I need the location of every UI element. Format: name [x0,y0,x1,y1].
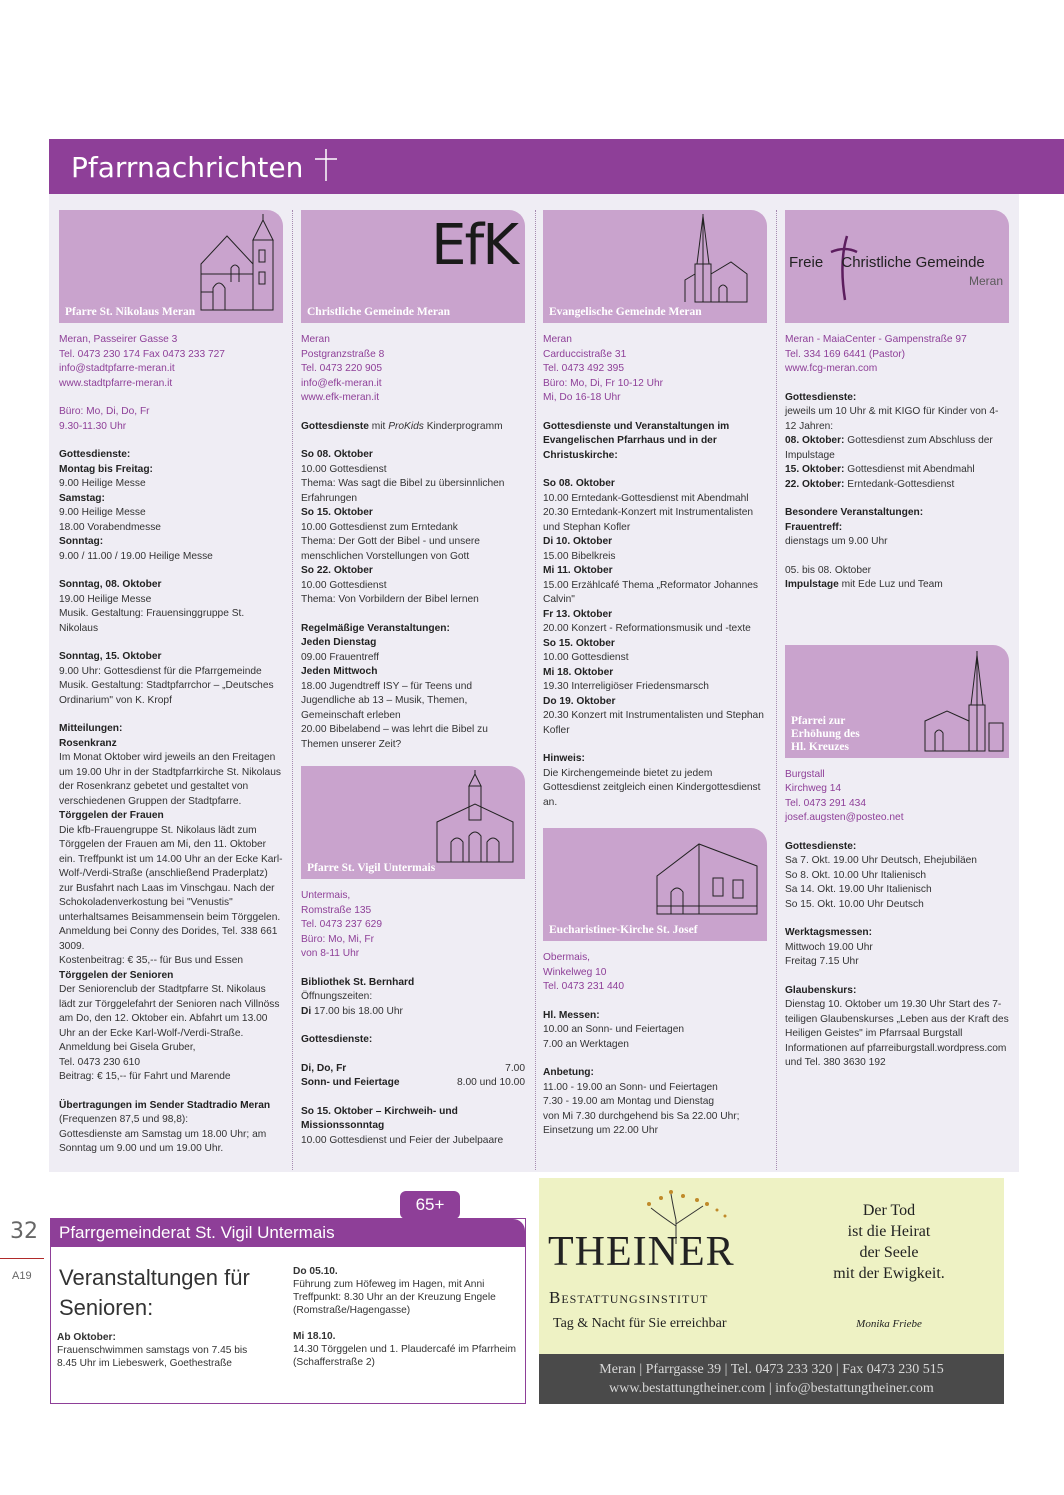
schedule-times: 7.00 [505,1062,525,1074]
event-date: Do 05.10. [293,1266,338,1277]
banner-title: Pfarrnachrichten [71,151,304,184]
section-text: (Frequenzen 87,5 und 98,8): Gottesdienste am Samstag um 18.00 Uhr; am Sonntag um 9.00 und um 19.00 Uhr. [59,1114,267,1154]
section-text: 9.00 Heilige Messe 18.00 Vorabendmesse [59,507,161,533]
section-text: 11.00 - 19.00 an Sonn- und Feiertagen 7.30 - 19.00 am Montag und Dienstag von Mi 7.30 durchgehend bis Sa 22.00 Uhr; Einsetzung um 22.00 Uhr [543,1081,740,1136]
ad-tagline: Tag & Nacht für Sie erreichbar [553,1316,727,1331]
section-banner [49,139,1064,194]
parish-header-hl-kreuz [785,645,1009,758]
parish-name: Pfarre St. Nikolaus Meran [65,306,196,318]
event-text: 15.00 Bibelkreis [543,550,616,562]
section-text: 09.00 Frauentreff [301,651,379,663]
event-text: 20.00 Konzert - Reformationsmusik und -texte [543,623,751,634]
event-date: Mi 18.10. [293,1331,336,1342]
section-subtitle: Törggelen der Senioren [59,969,174,981]
section-text: dienstags um 9.00 Uhr [785,536,888,547]
column-evangelische-gemeinde [543,210,767,1153]
section-text: jeweils um 10 Uhr & mit KIGO für Kinder von 4-12 Jahren: [785,406,999,432]
theiner-logo: THEINER [548,1229,735,1275]
ad-quote: Der Tod ist die Heirat der Seele mit der Ewigkeit. [833,1202,945,1282]
event-date: 05. bis 08. Oktober [785,564,872,576]
section-title: Sonntag, 08. Oktober [59,579,162,590]
fcg-logo-city: Meran [968,274,1003,288]
parish-contact: Meran Carduccistraße 31 Tel. 0473 492 395 Büro: Mo, Di, Fr 10-12 Uhr Mi, Do 16-18 Uhr [543,334,664,403]
section-text: Der Seniorenclub der Stadtpfarre St. Nikolaus lädt zur Törggelefahrt der Senioren nach Villnöss am Do, den 12. Oktober ein. Abfahrt um 13.00 Uhr an der Ecke Karl-Wolf-/Verdi-Straße. Anmeldung bei Gisela Gruber, Tel. 0473 230 610 Beitrag: € 15,-- für Fahrt und Marende [59,984,280,1082]
event-date: Mi 11. Oktober [543,565,613,576]
page-divider [0,1258,44,1259]
event-date: So 08. Oktober [543,478,615,489]
section-subtitle: Frauentreff: [785,521,843,533]
event-text: 10.00 Erntedank-Gottesdienst mit Abendmahl 20.30 Erntedank-Konzert mit Instrumentalisten und Stephan Kofler [543,492,754,533]
section-subtitle: Montag bis Freitag: [59,463,153,475]
parish-contact: Meran, Passeirer Gasse 3 Tel. 0473 230 174 Fax 0473 233 727 info@stadtpfarre-meran.it www.stadtpfarre-meran.it [59,334,225,389]
section-title: Hinweis: [543,753,585,764]
parish-name: Pfarre St. Vigil Untermais [307,862,436,874]
section-text: Im Monat Oktober wird jeweils an den Freitagen um 19.00 Uhr in der Stadtpfarrkirche St. Nikolaus der Rosenkranz gebetet und gestaltet von verschiedenen Gruppen der Stadtpfarre. [59,752,281,807]
page-number: 32 [10,1219,38,1244]
section-subtitle: Jeden Mittwoch [301,666,378,677]
senioren-header: Pfarrgemeinderat St. Vigil Untermais [51,1219,525,1247]
section-text: 9.00 Uhr: Gottesdienst für die Pfarrgemeinde Musik. Gestaltung: Stadtpfarrchor – „Deutsches Ordinarium" von K. Kropf [59,665,274,706]
section-title: Anbetung: [543,1067,594,1078]
fcg-logo-text [789,256,985,271]
column-christliche-gemeinde [301,210,525,1162]
event-text: Frauenschwimmen samstags von 7.45 bis 8.45 Uhr im Liebeswerk, Goethestraße [57,1345,248,1369]
ad-contact: Meran | Pfarrgasse 39 | Tel. 0473 233 320 | Fax 0473 230 515 [599,1362,944,1377]
event-date: 08. Oktober: [785,435,845,446]
event-date: 22. Oktober: [785,478,845,490]
parish-header-st-vigil [301,766,525,879]
ad-footer [539,1354,1004,1404]
section-text: 9.00 Heilige Messe [59,478,146,489]
event-text: 10.00 Gottesdienst [543,652,629,663]
schedule-days: Sonn- und Feiertage [301,1077,400,1088]
section-title: Hl. Messen: [543,1009,600,1021]
church-illustration-icon [653,836,759,916]
event-text: 10.00 Gottesdienst Thema: Was sagt die Bibel zu übersinnlichen Erfahrungen [301,463,505,504]
section-title: So 15. Oktober – Kirchweih- und Missionssonntag [301,1105,458,1131]
schedule-row [301,1076,525,1091]
section-text: Dienstag 10. Oktober um 19.30 Uhr Start des 7-teiligen Glaubenskurses „Leben aus der Kraft des Heiligen Geistes" im Pfarrsaal Burgstall Informationen auf pfarreiburgstall.wordpress.com und Tel. 380 3630 192 [785,999,1009,1068]
church-illustration-icon [921,649,1007,753]
section-text: mit [368,420,389,432]
event-date: So 15. Oktober [543,637,615,649]
section-title: Übertragungen im Sender Stadtradio Meran [59,1099,271,1111]
event-text: Erntedank-Gottesdienst [844,478,955,490]
column-divider [292,210,293,1170]
section-text: Kinderprogramm [423,420,503,432]
section-text: Öffnungszeiten: [301,991,373,1002]
section-subtitle: Samstag: [59,492,105,504]
event-text: 10.00 Gottesdienst Thema: Von Vorbildern der Bibel lernen [301,579,479,605]
schedule-times: 8.00 und 10.00 [457,1077,525,1088]
senioren-title: Veranstaltungen für Senioren: [59,1265,250,1320]
section-title: Bibliothek St. Bernhard [301,976,415,988]
event-text: Führung zum Höfeweg im Hagen, mit Anni Treffpunkt: 8.30 Uhr an der Kreuzung Engele (Romstraße/Hagengasse) [293,1279,496,1316]
section-subtitle: Jeden Dienstag [301,637,377,648]
logo-word: Christliche [841,254,912,271]
church-illustration-icon [197,212,283,312]
column-divider [776,210,777,1170]
event-text: 14.30 Törggelen und 1. Plaudercafé im Pfarrheim (Schafferstraße 2) [293,1344,516,1368]
logo-word: Freie [789,254,824,271]
column-freie-christliche-gemeinde [785,210,1009,1085]
event-title: Impulstage [785,579,839,590]
event-text: 20.30 Konzert mit Instrumentalisten und Stephan Kofler [543,710,764,736]
parish-contact: Burgstall Kirchweg 14 Tel. 0473 291 434 josef.augsten@posteo.net [785,768,904,823]
section-text: 10.00 an Sonn- und Feiertagen 7.00 an Werktagen [543,1024,685,1050]
event-text: 19.30 Interreligiöser Friedensmarsch [543,681,709,692]
parish-header-st-nikolaus [59,210,283,323]
column-st-nikolaus [59,210,283,1171]
section-title: Gottesdienste: [785,840,857,852]
cross-icon [313,147,339,183]
section-title: Gottesdienste: [301,1034,373,1045]
section-text: Sa 7. Okt. 19.00 Uhr Deutsch, Ehejubiläen So 8. Okt. 10.00 Uhr Italienisch Sa 14. Okt. 19.00 Uhr Italienisch So 15. Okt. 10.00 Uhr Deutsch [785,855,977,910]
section-text: 19.00 Heilige Messe Musik. Gestaltung: Frauensinggruppe St. Nikolaus [59,593,245,634]
parish-contact: Untermais, Romstraße 135 Tel. 0473 237 629 Büro: Mo, Mi, Fr von 8-11 Uhr [301,890,383,959]
section-text: Die kfb-Frauengruppe St. Nikolaus lädt zum Törggelen der Frauen am Mi, den 11. Oktober ein. Treffpunkt ist um 14.00 Uhr an der Ecke Karl-Wolf-/Verdi-Straße (anschließend Praderplatz) zur Busfahrt nach Laas im Vinschgau. Nach der Schokoladenverkostung bei "Venustis" unterhaltsames Beisammensein beim Törggelen. Anmeldung bei Conny des Dorides, Tel. 338 661 3009. Kostenbeitrag: € 35,-- für Bus und Essen [59,824,283,966]
parish-header-fcg [785,210,1009,323]
section-text: ProKids [388,420,424,432]
event-text: Gottesdienst zum Abschluss der Impulstage [785,435,993,461]
event-text: 10.00 Gottesdienst zum Erntedank Thema: Der Gott der Bibel - und unsere menschlichen Vorstellungen von Gott [301,521,480,562]
theiner-advertisement [539,1178,1004,1404]
section-title: Sonntag, 15. Oktober [59,651,162,662]
section-text: 18.00 Jugendtreff ISY – für Teens und Jugendliche ab 13 – Musik, Themen, Gemeinschaft erleben 20.00 Bibelabend – was lehrt die Bibel zu Themen unserer Zeit? [301,680,488,750]
church-illustration-icon [431,770,521,864]
section-title: Glaubenskurs: [785,984,857,996]
event-text: Gottesdienst mit Abendmahl [844,464,975,475]
efk-logo: EfK [431,213,517,278]
schedule-days: Di, Do, Fr [301,1062,347,1074]
section-text: Mittwoch 19.00 Uhr Freitag 7.15 Uhr [785,941,873,967]
section-subtitle: Di [301,1005,312,1017]
parish-name: Christliche Gemeinde Meran [307,306,451,318]
senioren-box [50,1218,526,1404]
section-subtitle: Rosenkranz [59,737,117,749]
section-title: Gottesdienste [301,420,369,432]
schedule-row [301,1062,525,1077]
event-date: 15. Oktober: [785,464,845,475]
section-title: Gottesdienste und Veranstaltungen im Evangelischen Pfarrhaus und in der Christuskirche: [543,420,730,461]
event-date: Do 19. Oktober [543,695,616,707]
ad-subtitle: Bestattungsinstitut [549,1288,709,1307]
logo-word: Gemeinde [915,254,985,271]
event-text: mit Ede Luz und Team [838,579,943,590]
senioren-left-column [57,1331,265,1370]
parish-name: Pfarrei zur Erhöhung des Hl. Kreuzes [791,714,860,753]
parish-name: Evangelische Gemeinde Meran [549,306,702,318]
section-text: 9.00 / 11.00 / 19.00 Heilige Messe [59,550,213,562]
event-date: Di 10. Oktober [543,536,613,547]
section-text: Die Kirchengemeinde bietet zu jedem Gottesdienst zeitgleich einen Kindergottesdienst an. [543,767,761,808]
parish-name: Eucharistiner-Kirche St. Josef [549,924,698,936]
office-hours: Büro: Mo, Di, Do, Fr 9.30-11.30 Uhr [59,406,150,432]
event-date: So 22. Oktober [301,565,373,576]
section-title: Gottesdienste: [785,391,857,403]
section-title: Gottesdienste: [59,449,131,460]
section-title: Werktagsmessen: [785,927,873,938]
page-code: A19 [12,1270,32,1282]
parish-contact: Meran Postgranzstraße 8 Tel. 0473 220 905 info@efk-meran.it www.efk-meran.it [301,334,385,403]
event-date: Mi 18. Oktober [543,666,614,678]
parish-header-evangelisch [543,210,767,323]
section-subtitle: Törggelen der Frauen [59,810,164,821]
parish-contact: Obermais, Winkelweg 10 Tel. 0473 231 440 [543,952,625,992]
event-date: Ab Oktober: [57,1332,116,1343]
church-illustration-icon [683,212,749,304]
event-text: 15.00 Erzählcafé Thema „Reformator Johannes Calvin" [543,579,758,605]
ad-quote-author: Monika Friebe [856,1318,922,1330]
column-divider [535,210,536,1170]
section-text: 10.00 Gottesdienst und Feier der Jubelpaare [301,1134,504,1146]
parish-header-efk [301,210,525,323]
section-text: 17.00 bis 18.00 Uhr [311,1005,403,1017]
ad-web: www.bestattungtheiner.com | info@bestattungtheiner.com [609,1381,934,1396]
age-badge: 65+ [400,1191,460,1219]
section-title: Mitteilungen: [59,723,123,734]
section-title: Regelmäßige Veranstaltungen: [301,622,450,634]
event-date: So 08. Oktober [301,449,373,460]
parish-contact: Meran - MaiaCenter - Gampenstraße 97 Tel. 334 169 6441 (Pastor) www.fcg-meran.com [785,334,967,374]
section-subtitle: Sonntag: [59,536,104,547]
senioren-right-column [293,1265,519,1369]
event-date: Fr 13. Oktober [543,608,613,620]
section-title: Besondere Veranstaltungen: [785,507,924,518]
parish-header-st-josef [543,828,767,941]
event-date: So 15. Oktober [301,507,373,518]
